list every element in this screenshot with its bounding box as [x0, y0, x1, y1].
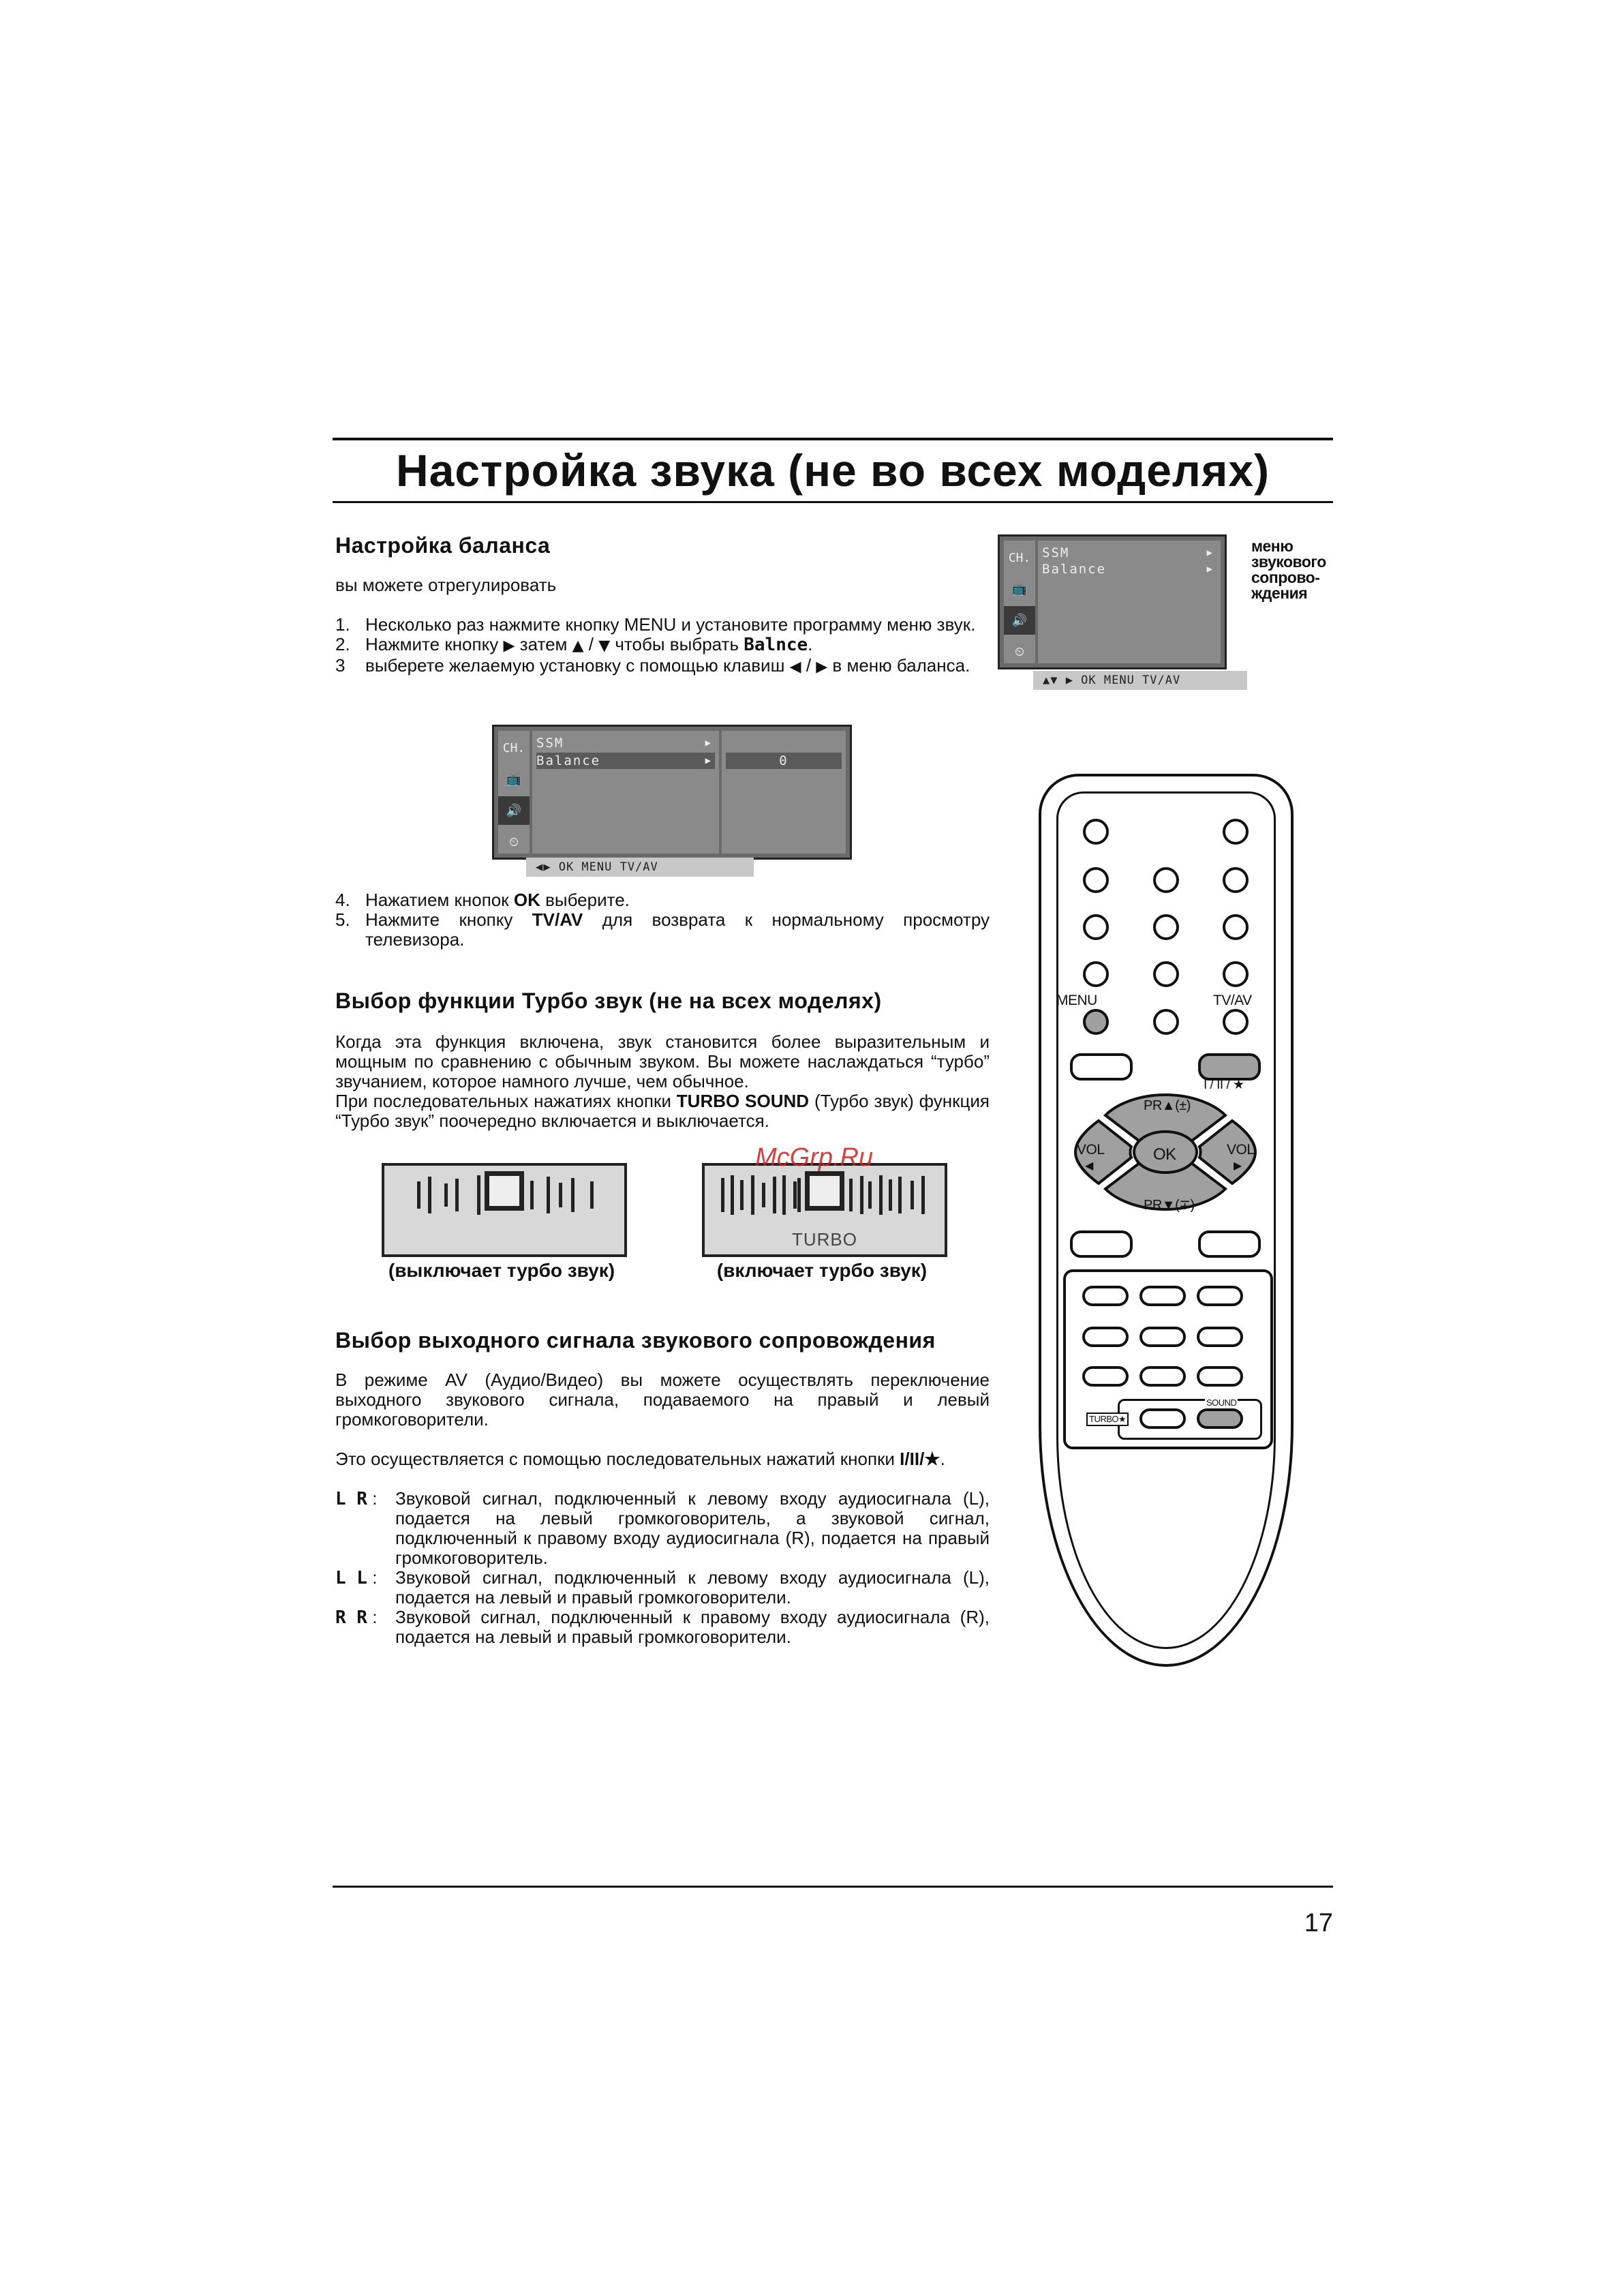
balance-steps	[335, 615, 990, 677]
vol-left-label: VOL	[1077, 1142, 1105, 1158]
balance-value: 0	[726, 753, 842, 769]
osd-item-balance[interactable]: Balance ▶	[1042, 562, 1214, 577]
number-button[interactable]	[1223, 914, 1249, 940]
eq-bar	[444, 1183, 448, 1207]
power-button[interactable]	[1083, 819, 1109, 845]
turbo-sound-bracket	[1118, 1399, 1262, 1440]
turbo-on-panel	[702, 1163, 947, 1257]
eq-bar	[721, 1178, 724, 1212]
balance-intro: вы можете отрегулировать	[335, 575, 557, 595]
turbo-off-panel	[382, 1163, 627, 1257]
time-icon: ⏲	[1014, 644, 1025, 659]
turbo-off-label: (выключает турбо звук)	[388, 1260, 615, 1281]
eq-bar	[559, 1183, 562, 1207]
eq-bar	[868, 1181, 872, 1209]
speaker-box-icon	[805, 1171, 844, 1211]
number-button[interactable]	[1083, 961, 1109, 987]
number-button[interactable]	[1153, 867, 1179, 893]
osd-value-panel	[722, 731, 846, 854]
pr-up-label: PR▲(±)	[1144, 1098, 1191, 1113]
tvav-label: TV/AV	[1213, 993, 1252, 1008]
eq-bar	[911, 1181, 914, 1209]
output-heading: Выбор выходного сигнала звукового сопровождения	[335, 1328, 936, 1353]
picture-icon: 📺	[1011, 581, 1028, 596]
number-button[interactable]	[1083, 867, 1109, 893]
title-underline	[333, 501, 1333, 503]
right-arrow-icon: ▶	[503, 637, 515, 654]
number-button[interactable]	[1153, 961, 1179, 987]
vol-right-label: VOL	[1227, 1142, 1255, 1158]
mute-button[interactable]	[1223, 819, 1249, 845]
step-3: 3 выберете желаемую установку с помощью клавиш ◀ / ▶ в меню баланса.	[335, 655, 970, 676]
turbo-paragraph: Когда эта функция включена, звук становится более выразительным и мощным по сравнению с обычным звуком. Вы можете наслаждаться “турбо” звучанием, которое намного лучше, чем обычное. При последовательных нажатиях кнопки TURBO SOUND (Турбо звук) функция “Турбо звук” поочередно включается и выключается.	[335, 1031, 990, 1131]
bottom-rule	[333, 1886, 1333, 1888]
up-arrow-icon: ▲	[572, 637, 584, 654]
step-5: 5. Нажмите кнопку TV/AV для возврата к нормальному просмотру телевизора.	[335, 909, 990, 950]
pr-down-label: PR▼(∓)	[1144, 1198, 1195, 1213]
eq-bar	[530, 1181, 534, 1209]
turbo-key-label: TURBO★	[1086, 1413, 1129, 1426]
eq-bar	[417, 1181, 420, 1209]
eq-bar	[849, 1179, 853, 1211]
mode-rr: R R : Звуковой сигнал, подключенный к правому входу аудиосигнала (R), подается на левый и правый громкоговорители.	[335, 1607, 990, 1647]
vol-left-arrow-icon: ◀	[1085, 1159, 1093, 1172]
eq-bar	[793, 1181, 797, 1209]
step-2: 2. Нажмите кнопку ▶ затем ▲ / ▼ чтобы выбрать Balnce.	[335, 634, 813, 655]
ok-label: OK	[1153, 1145, 1176, 1164]
eq-bar	[751, 1175, 754, 1215]
eq-bar	[455, 1179, 459, 1211]
turbo-on-label: (включает турбо звук)	[716, 1260, 928, 1281]
sound-icon: 🔊	[498, 796, 530, 825]
balance-heading: Настройка баланса	[335, 533, 551, 558]
right-arrow-icon: ▶	[816, 659, 828, 676]
down-arrow-icon: ▼	[598, 637, 611, 654]
eq-bar	[477, 1175, 480, 1215]
i-ii-label: I / II / ★	[1204, 1078, 1244, 1092]
eq-bar	[740, 1180, 744, 1210]
eq-bar	[571, 1178, 575, 1212]
eq-bar	[921, 1176, 925, 1214]
watermark: McGrp.Ru	[755, 1143, 874, 1172]
turbo-caption: TURBO	[792, 1229, 857, 1250]
sound-menu-note: меню звукового сопрово- ждения	[1251, 537, 1326, 602]
number-button[interactable]	[1223, 961, 1249, 987]
mode-ll: L L : Звуковой сигнал, подключенный к левому входу аудиосигнала (L), подается на левый и правый громкоговорители.	[335, 1567, 990, 1607]
eq-bar	[889, 1179, 892, 1211]
osd-item-list	[532, 731, 719, 854]
top-rule	[333, 438, 1333, 440]
function-button[interactable]	[1070, 1230, 1133, 1258]
number-button[interactable]	[1153, 914, 1179, 940]
eq-bar	[762, 1183, 765, 1207]
eq-bar	[590, 1181, 594, 1209]
osd-item-ssm[interactable]: SSM ▶	[536, 736, 712, 751]
menu-label: MENU	[1056, 993, 1097, 1008]
speaker-box-icon	[485, 1171, 524, 1211]
number-button[interactable]	[1223, 867, 1249, 893]
sound-icon: 🔊	[1004, 606, 1035, 635]
eq-bar	[797, 1178, 801, 1212]
output-paragraph: В режиме AV (Аудио/Видео) вы можете осуществлять переключение выходного звукового сигнала, подаваемого на правый и левый громкоговорители. Это осуществляется с помощью последовательных нажатий кнопки I/II/★.	[335, 1370, 990, 1469]
sound-osd-menu	[998, 534, 1227, 669]
osd-item-balance[interactable]: Balance ▶	[536, 753, 715, 769]
sound-key-label: SOUND	[1206, 1398, 1237, 1408]
mode-lr: L R : Звуковой сигнал, подключенный к левому входу аудиосигнала (L), подается на левый громкоговоритель, а звуковой сигнал, подключенный к правому входу аудиосигнала (R), подается на правый громкоговоритель.	[335, 1488, 990, 1568]
step-4: 4. Нажатием кнопок OK выберите.	[335, 890, 630, 910]
eq-bar	[879, 1175, 883, 1215]
eq-bar	[773, 1177, 776, 1213]
eq-bar	[860, 1176, 863, 1214]
function-button[interactable]	[1198, 1230, 1261, 1258]
balance-steps-2	[335, 890, 990, 950]
picture-icon: 📺	[506, 772, 522, 787]
eq-bar	[731, 1175, 734, 1215]
step-1: 1. Несколько раз нажмите кнопку MENU и установите программу меню звук.	[335, 614, 976, 635]
osd-icon-column	[498, 731, 530, 854]
left-arrow-icon: ◀	[789, 659, 801, 676]
channel-icon: CH.	[1008, 550, 1031, 565]
tvav-button[interactable]	[1223, 1009, 1249, 1035]
sound-osd-footer: ▲▼ ▶ OK MENU TV/AV	[1033, 671, 1247, 690]
balance-osd-footer: ◀▶ OK MENU TV/AV	[526, 858, 754, 877]
eq-bar	[782, 1175, 786, 1215]
osd-item-ssm[interactable]: SSM ▶	[1042, 545, 1214, 560]
turbo-heading: Выбор функции Турбо звук (не на всех моделях)	[335, 988, 882, 1013]
page-number: 17	[1304, 1909, 1333, 1937]
vol-right-arrow-icon: ▶	[1234, 1159, 1242, 1172]
number-button[interactable]	[1153, 1009, 1179, 1035]
output-modes	[335, 1489, 990, 1647]
page-title: Настройка звука (не во всех моделях)	[395, 445, 1270, 496]
eq-bar	[428, 1177, 431, 1213]
balance-osd-menu	[492, 725, 852, 860]
menu-button[interactable]	[1083, 1009, 1109, 1035]
eq-bar	[898, 1177, 902, 1213]
number-button[interactable]	[1083, 914, 1109, 940]
channel-icon: CH.	[502, 740, 525, 755]
eq-bar	[547, 1177, 550, 1213]
time-icon: ⏲	[508, 834, 519, 849]
